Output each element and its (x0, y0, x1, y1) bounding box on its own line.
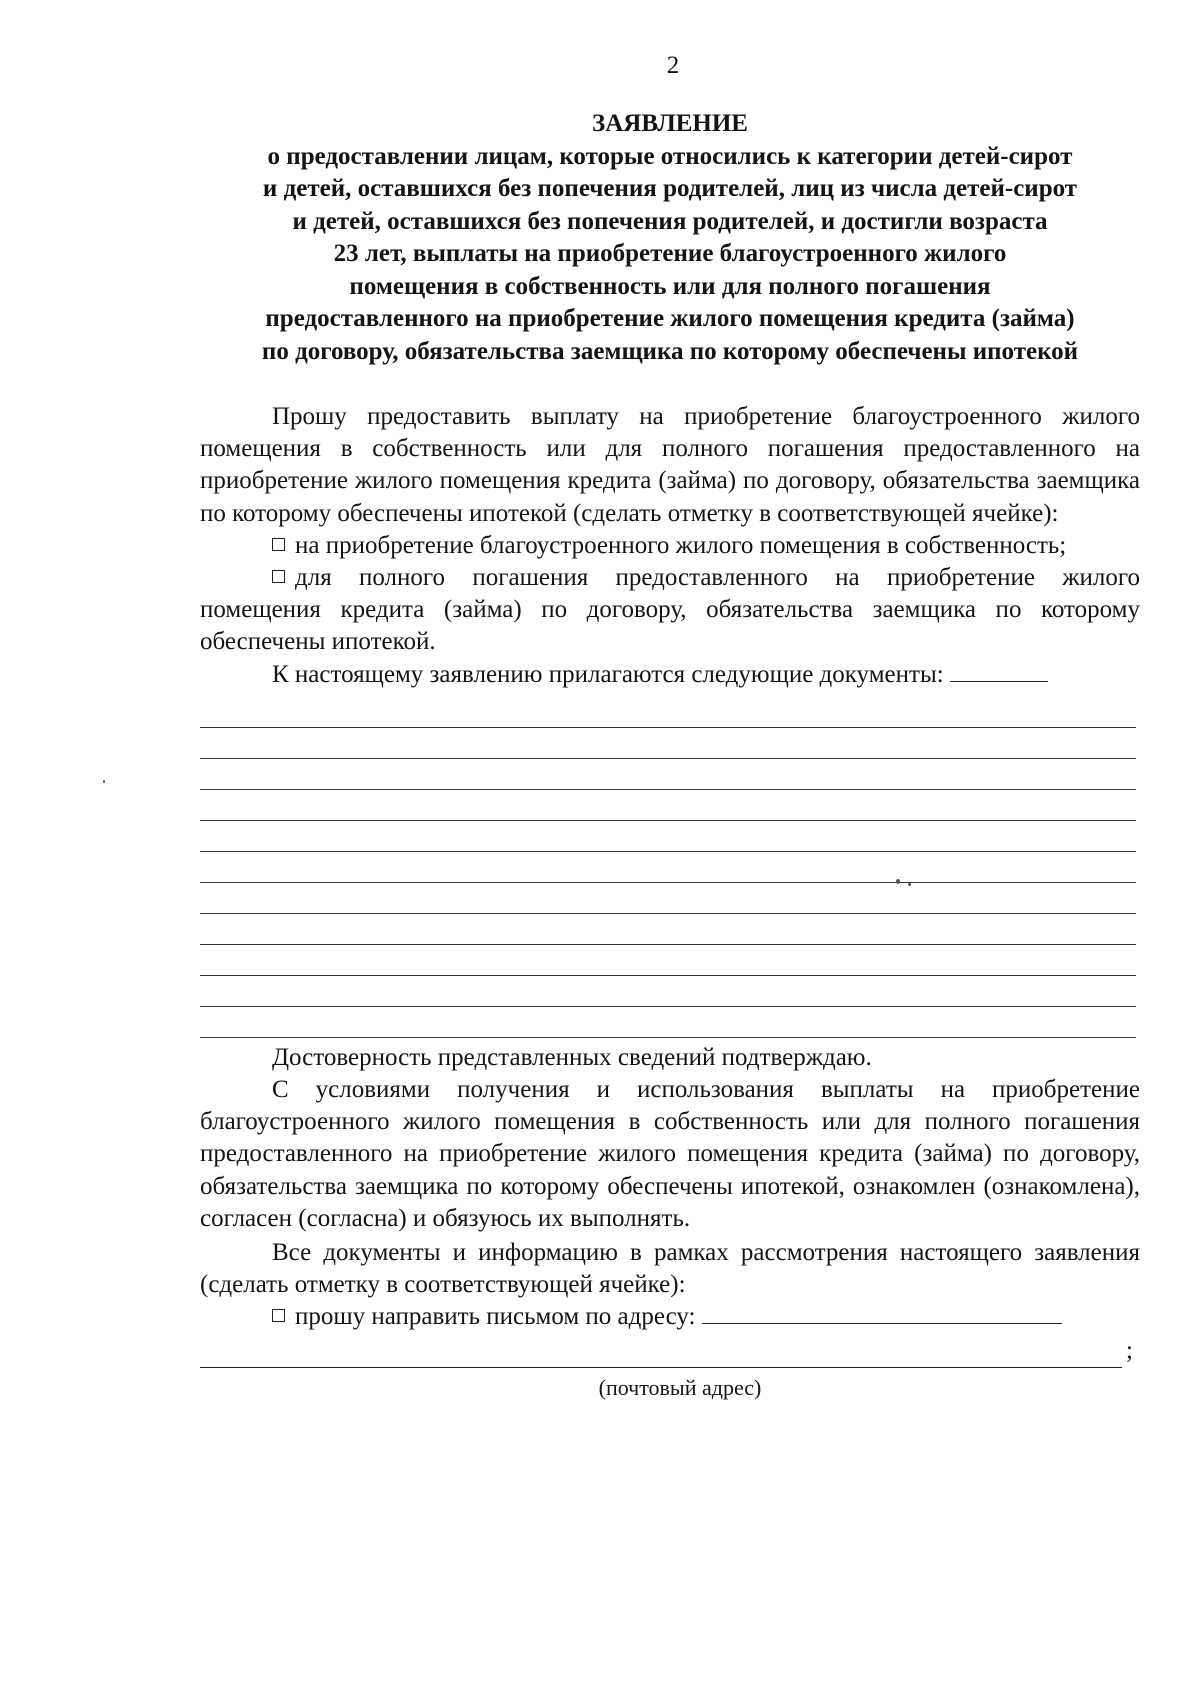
subtitle-line: 23 лет, выплаты на приобретение благоустроенного жилого (333, 240, 1007, 267)
conditions-paragraph: С условиями получения и использования выплаты на приобретение благоустроенного жилого помещения в собственность или для полного погашения предоставленного на приобретение жилого помещения кредита (займа) по договору, обязательства заемщика по которому обеспечены ипотекой, ознакомлен (ознакомлена), согласен (согласна) и обязуюсь их выполнять. (200, 1076, 1140, 1232)
subtitle-line: о предоставлении лицам, которые относились к категории детей-сирот (267, 142, 1073, 170)
option-mail-label: прошу направить письмом по адресу: (295, 1303, 696, 1331)
subtitle-line: предоставленного на приобретение жилого помещения кредита (займа) (265, 305, 1075, 332)
address-line (200, 1334, 1140, 1368)
page-number: 2 (666, 52, 680, 79)
scan-speck (908, 883, 911, 886)
address-field[interactable] (200, 1337, 1122, 1368)
attachment-blank-line[interactable] (200, 976, 1136, 1007)
attachment-blank-line[interactable] (200, 852, 1136, 883)
address-end-mark: ; (1126, 1337, 1133, 1365)
checkbox-purchase[interactable] (272, 538, 285, 551)
subtitle-line: и детей, оставшихся без попечения родителей, и достигли возраста (292, 207, 1048, 235)
scan-speck (896, 879, 900, 884)
attachments-label: К настоящему заявлению прилагаются следующие документы: (272, 660, 944, 688)
document-heading (200, 108, 1140, 368)
attachment-blank-line[interactable] (200, 914, 1136, 945)
attachment-blank-line[interactable] (200, 790, 1136, 821)
attachment-blank-line[interactable] (200, 759, 1136, 790)
request-paragraph: Прошу предоставить выплату на приобретение благоустроенного жилого помещения в собственность или для полного погашения предоставленного на приобретение жилого помещения кредита (займа) по договору, обязательства заемщика по которому обеспечены ипотекой (сделать отметку в соответствующей ячейке): (200, 403, 1140, 527)
attachment-blank-line[interactable] (200, 883, 1136, 914)
option-mail[interactable] (200, 1301, 1140, 1333)
option-purchase-label: на приобретение благоустроенного жилого помещения в собственность; (295, 531, 1067, 559)
attachment-blank-line[interactable] (200, 1007, 1136, 1038)
attachment-blank-line[interactable] (200, 728, 1136, 759)
attachments-paragraph (200, 659, 1140, 691)
attachments-blank-lines (200, 697, 1140, 1038)
attachment-blank-line[interactable] (200, 821, 1136, 852)
option-repayment[interactable] (200, 562, 1140, 659)
document-body (200, 401, 1140, 1404)
documents-paragraph: Все документы и информацию в рамках рассмотрения настоящего заявления (сделать отметку в соответствующей ячейке): (200, 1239, 1140, 1299)
attachment-blank-line[interactable] (200, 697, 1136, 728)
subtitle-line: и детей, оставшихся без попечения родителей, лиц из числа детей-сирот (262, 175, 1078, 202)
subtitle-line: помещения в собственность или для полного погашения (349, 272, 991, 300)
address-caption: (почтовый адрес) (598, 1374, 762, 1400)
subtitle-line: по договору, обязательства заемщика по которому обеспечены ипотекой (261, 337, 1079, 365)
document-title: ЗАЯВЛЕНИЕ (592, 110, 748, 137)
checkbox-mail[interactable] (272, 1309, 285, 1322)
address-inline-field[interactable] (702, 1301, 1062, 1324)
attachment-blank-line[interactable] (200, 945, 1136, 976)
option-repayment-label: для полного погашения предоставленного на приобретение жилого помещения кредита (займа) по договору, обязательства заемщика по которому обеспечены ипотекой. (200, 564, 1140, 656)
confirm-paragraph: Достоверность представленных сведений подтверждаю. (272, 1043, 872, 1071)
attachments-inline-field[interactable] (950, 659, 1048, 682)
checkbox-repayment[interactable] (272, 570, 285, 583)
scan-speck (103, 780, 105, 783)
option-purchase[interactable] (200, 530, 1140, 562)
